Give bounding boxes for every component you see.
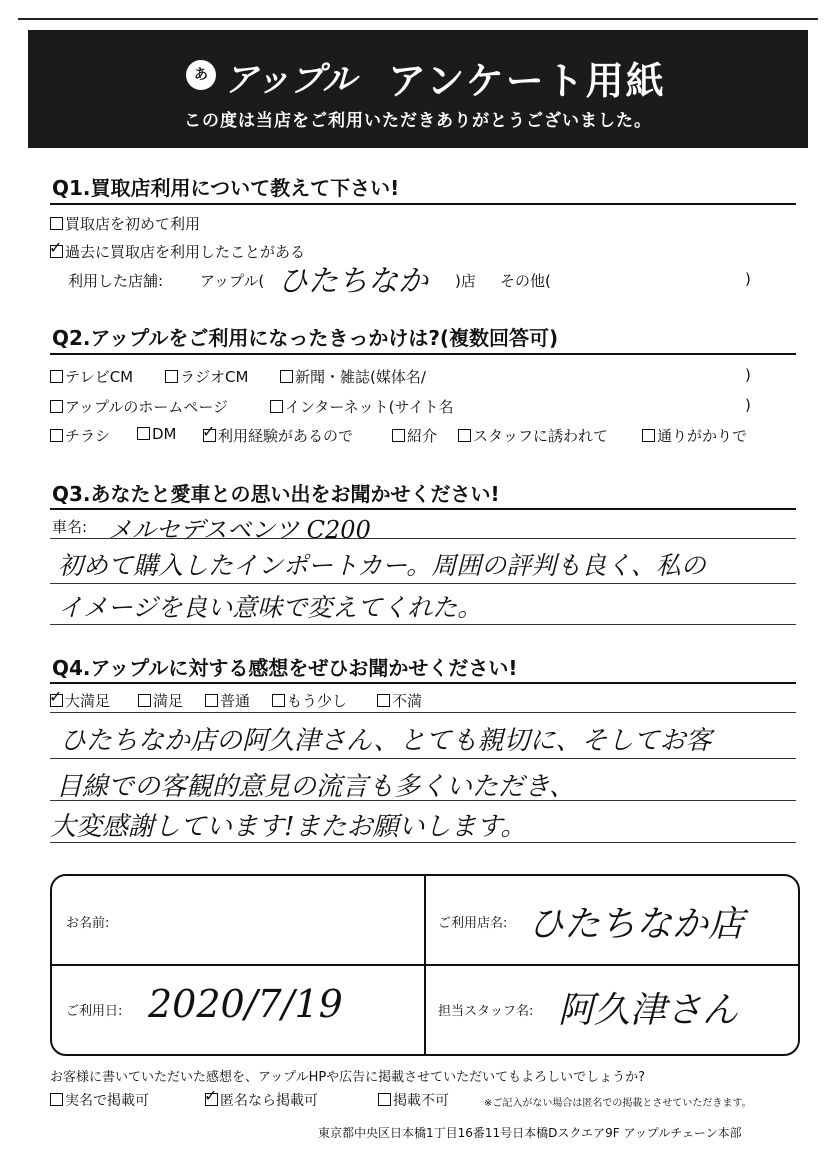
q4-option-more[interactable]: もう少し (272, 690, 347, 711)
q2-option-staff[interactable]: スタッフに誘われて (458, 425, 608, 446)
checked-checkbox-icon[interactable] (50, 694, 63, 707)
form-title: アンケート用紙 (388, 59, 666, 103)
q3-car-name: メルセデスベンツ C200 (108, 516, 371, 544)
q3-comment-line-2: イメージを良い意味で変えてくれた。 (58, 593, 483, 622)
q4-option-dissatisfied[interactable]: 不満 (377, 690, 422, 711)
company-address: 東京都中央区日本橋1丁目16番11号日本橋Dスクエア9F アップルチェーン本部 (318, 1126, 742, 1140)
staff-value: 阿久津さん (558, 990, 739, 1031)
checkbox-icon[interactable] (377, 694, 390, 707)
checkbox-icon[interactable] (137, 427, 150, 440)
q4-option-very-satisfied[interactable]: ✓大満足 (50, 690, 110, 711)
publish-note: ※ご記入がない場合は匿名での掲載とさせていただきます。 (484, 1098, 752, 1109)
apple-logo-icon: あ (186, 60, 216, 90)
checkbox-icon[interactable] (458, 429, 471, 442)
q2-option-news[interactable]: 新聞・雑誌(媒体名/ (280, 366, 426, 387)
date-value: 2020/7/19 (148, 982, 343, 1026)
store-label: ご利用店名: (438, 916, 508, 931)
q2-option-hp[interactable]: アップルのホームページ (50, 396, 228, 417)
q3-comment-line-1: 初めて購入したインポートカー。周囲の評判も良く、私の (58, 551, 706, 580)
staff-label: 担当スタッフ名: (438, 1004, 534, 1019)
q4-comment-line-2: 目線での客観的意見の流言も多くいただき、 (56, 772, 575, 802)
checkbox-icon[interactable] (272, 694, 285, 707)
q1-underline (50, 203, 796, 205)
q2-option-intro[interactable]: 紹介 (392, 425, 437, 446)
q1-option-first[interactable]: 買取店を初めて利用 (50, 213, 200, 234)
publish-option-anonymous[interactable]: ✓ 匿名なら掲載可 (205, 1090, 318, 1110)
top-border (18, 18, 818, 20)
q1-option-past[interactable]: ✓過去に買取店を利用したことがある (50, 241, 305, 262)
date-label: ご利用日: (66, 1004, 123, 1019)
checked-checkbox-icon[interactable] (205, 1093, 218, 1106)
q1-store-label: 利用した店舗: (68, 272, 164, 290)
q1-heading: Q1.買取店利用について教えて下さい! (52, 176, 400, 200)
q4-rule-0 (50, 712, 796, 713)
q4-option-satisfied[interactable]: 満足 (138, 690, 183, 711)
q1-other-close: ) (745, 270, 751, 288)
q4-rule-1 (50, 758, 796, 759)
publish-option-real[interactable]: 実名で掲載可 (50, 1090, 149, 1110)
q2-option-flyer[interactable]: チラシ (50, 425, 110, 446)
q4-underline (50, 682, 796, 684)
q3-rule-0 (50, 538, 796, 539)
q3-car-label: 車名: (52, 518, 88, 536)
q2-option-tv[interactable]: テレビCM (50, 366, 133, 387)
logo-text: アップル (224, 60, 357, 100)
checkbox-icon[interactable] (138, 694, 151, 707)
box-divider-left (52, 964, 424, 966)
checkbox-icon[interactable] (378, 1093, 391, 1106)
q3-rule-2 (50, 624, 796, 625)
publish-option-no[interactable]: 掲載不可 (378, 1090, 449, 1110)
publish-question: お客様に書いていただいた感想を、アップルHPや広告に掲載させていただいてもよろしいでしょうか? (50, 1070, 646, 1085)
checkbox-icon[interactable] (50, 217, 63, 230)
q2-close-1: ) (745, 366, 751, 384)
q2-option-passing[interactable]: 通りがかりで (642, 425, 747, 446)
q2-underline (50, 353, 796, 355)
q1-store-apple: アップル( (200, 272, 265, 290)
checkbox-icon[interactable] (205, 694, 218, 707)
name-label: お名前: (66, 916, 110, 931)
q4-heading: Q4.アップルに対する感想をぜひお聞かせください! (52, 656, 518, 680)
q2-option-dm[interactable]: DM (137, 425, 177, 443)
customer-info-box (50, 874, 800, 1056)
q2-option-experience[interactable]: ✓ 利用経験があるので (203, 425, 353, 446)
checkbox-icon[interactable] (165, 370, 178, 383)
checked-checkbox-icon[interactable] (50, 245, 63, 258)
checkbox-icon[interactable] (50, 1093, 63, 1106)
q4-rule-3 (50, 842, 796, 843)
checked-checkbox-icon[interactable] (203, 429, 216, 442)
q2-option-net[interactable]: インターネット(サイト名 (270, 396, 453, 417)
q2-option-radio[interactable]: ラジオCM (165, 366, 248, 387)
q2-close-2: ) (745, 396, 751, 414)
q2-heading: Q2.アップルをご利用になったきっかけは?(複数回答可) (52, 326, 559, 350)
checkbox-icon[interactable] (280, 370, 293, 383)
q4-option-normal[interactable]: 普通 (205, 690, 250, 711)
q3-heading: Q3.あなたと愛車との思い出をお聞かせください! (52, 482, 500, 506)
q4-comment-line-1: ひたちなか店の阿久津さん、とても親切に、そしてお客 (60, 726, 712, 756)
header-banner (28, 30, 808, 148)
store-value: ひたちなか店 (528, 904, 745, 945)
q4-rule-2 (50, 800, 796, 801)
q1-other-label: その他( (500, 272, 551, 290)
checkbox-icon[interactable] (50, 400, 63, 413)
checkbox-icon[interactable] (392, 429, 405, 442)
q4-comment-line-3: 大変感謝しています!またお願いします。 (50, 812, 527, 842)
form-subtitle: この度は当店をご利用いただきありがとうございました。 (184, 111, 652, 131)
q3-rule-1 (50, 583, 796, 584)
q1-store-suffix: )店 (455, 272, 476, 290)
q1-store-name: ひたちなか (278, 264, 428, 299)
box-divider-right (426, 964, 798, 966)
checkbox-icon[interactable] (270, 400, 283, 413)
checkbox-icon[interactable] (642, 429, 655, 442)
checkbox-icon[interactable] (50, 370, 63, 383)
checkbox-icon[interactable] (50, 429, 63, 442)
